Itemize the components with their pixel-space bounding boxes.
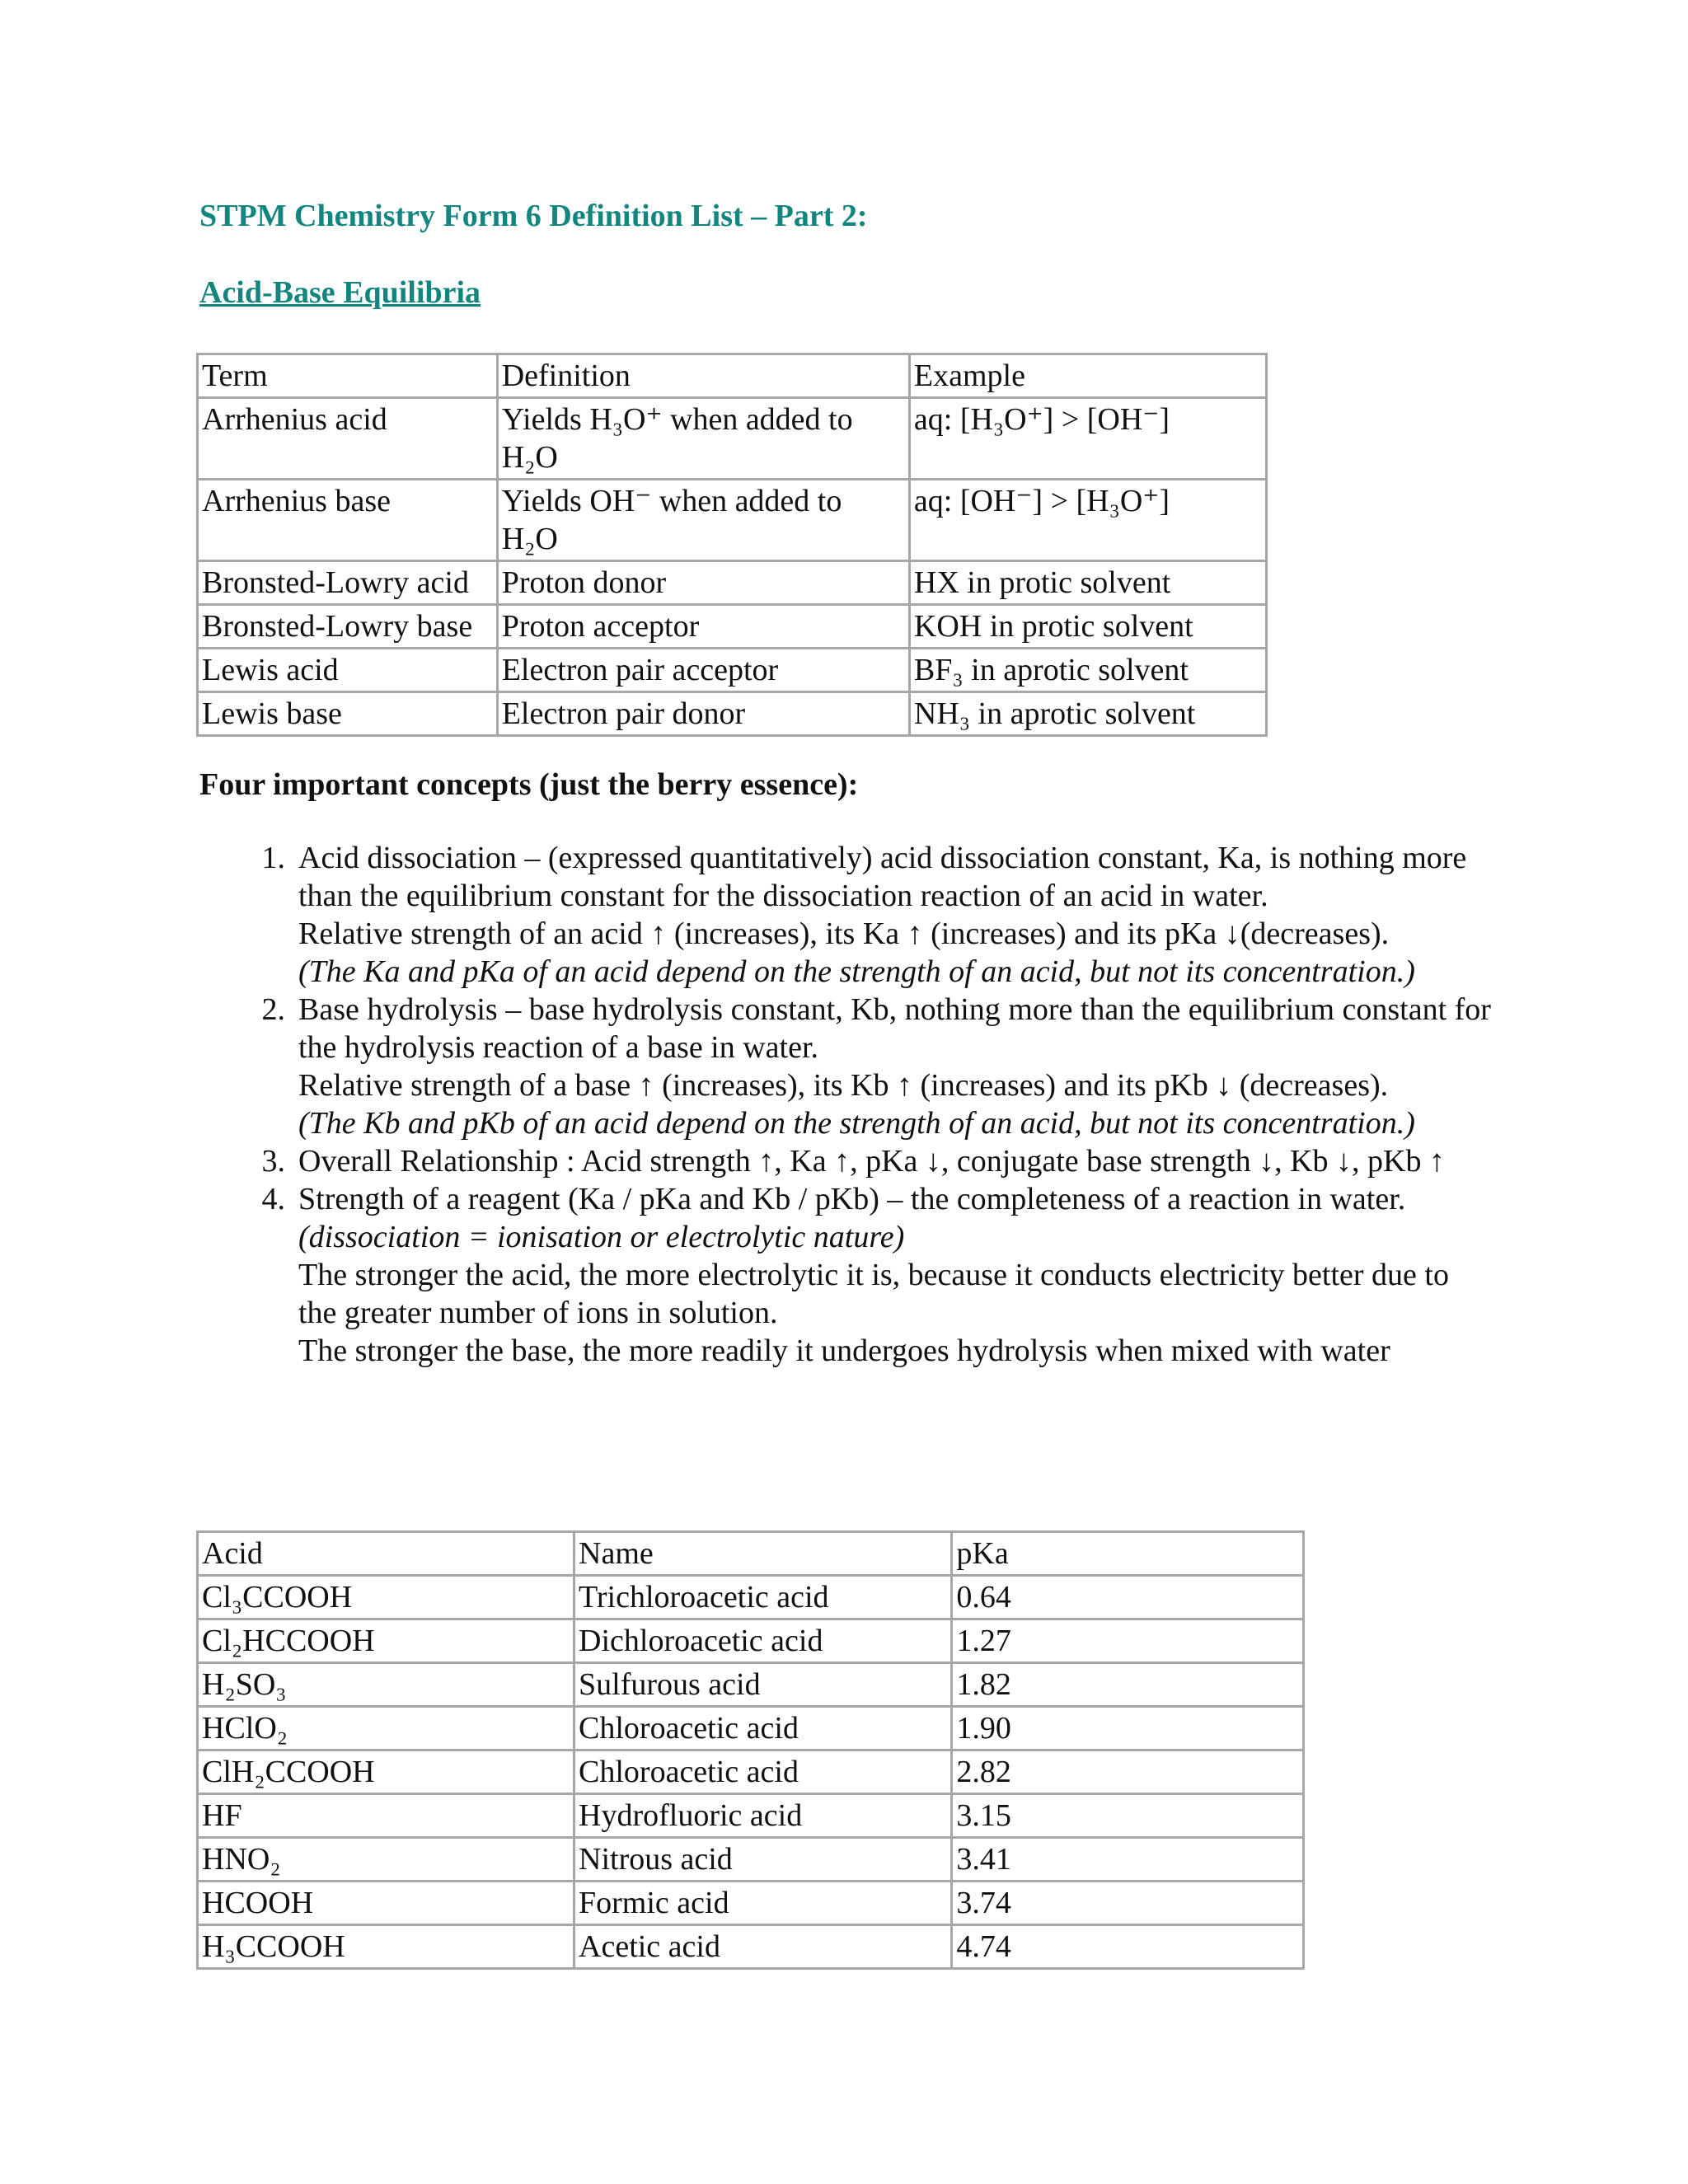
concept-note: (The Ka and pKa of an acid depend on the strength of an acid, but not its concentration.) (298, 954, 1415, 989)
acid-cell: HNO₂ (198, 1838, 574, 1882)
concepts-list (239, 839, 1492, 1370)
table-row (198, 1882, 1304, 1925)
list-item-number: 3. (261, 1144, 285, 1179)
name-cell: Formic acid (574, 1882, 952, 1925)
pka-cell: 3.74 (952, 1882, 1304, 1925)
table-row (198, 1576, 1304, 1619)
definition-cell: Electron pair acceptor (497, 649, 909, 692)
table-row (198, 1838, 1304, 1882)
acid-cell: H₂SO₃ (198, 1663, 574, 1707)
table-row (198, 649, 1267, 692)
term-cell: Bronsted-Lowry acid (198, 561, 498, 605)
name-cell: Hydrofluoric acid (574, 1794, 952, 1838)
table-header-row (198, 354, 1267, 398)
acid-cell: HF (198, 1794, 574, 1838)
table-row (198, 1663, 1304, 1707)
example-cell: NH₃ in aprotic solvent (909, 692, 1266, 736)
definition-cell: Yields H₃O⁺ when added to H₂O (497, 398, 909, 480)
list-item (239, 839, 1492, 991)
acid-cell: ClH₂CCOOH (198, 1750, 574, 1794)
document-title: STPM Chemistry Form 6 Definition List – Part 2: (199, 199, 868, 233)
term-cell: Lewis base (198, 692, 498, 736)
acid-cell: HClO₂ (198, 1707, 574, 1750)
table-row (198, 1750, 1304, 1794)
table-row (198, 605, 1267, 649)
concept-note: (The Kb and pKb of an acid depend on the strength of an acid, but not its concentration.) (298, 1106, 1415, 1141)
concept-note: (dissociation = ionisation or electrolytic nature) (298, 1220, 905, 1254)
pka-cell: 3.41 (952, 1838, 1304, 1882)
table-row (198, 398, 1267, 480)
table-header-row (198, 1532, 1304, 1576)
pka-cell: 1.82 (952, 1663, 1304, 1707)
name-cell: Acetic acid (574, 1925, 952, 1969)
concept-text: Relative strength of an acid ↑ (increases), its Ka ↑ (increases) and its pKa ↓(decreases). (298, 916, 1390, 951)
acid-cell: HCOOH (198, 1882, 574, 1925)
definition-cell: Yields OH⁻ when added to H₂O (497, 480, 909, 561)
name-cell: Chloroacetic acid (574, 1707, 952, 1750)
term-cell: Lewis acid (198, 649, 498, 692)
acids-table (196, 1530, 1305, 1970)
header-name: Name (574, 1532, 952, 1576)
definition-cell: Electron pair donor (497, 692, 909, 736)
acid-cell: H₃CCOOH (198, 1925, 574, 1969)
table-row (198, 561, 1267, 605)
terms-table (196, 353, 1268, 737)
name-cell: Chloroacetic acid (574, 1750, 952, 1794)
list-item-number: 4. (261, 1182, 285, 1216)
concept-text: Overall Relationship : Acid strength ↑, Ka ↑, pKa ↓, conjugate base strength ↓, Kb ↓, pKb ↑ (298, 1144, 1445, 1179)
concept-text: The stronger the acid, the more electrolytic it is, because it conducts electricity better due to the greater number of ions in solution. (298, 1258, 1449, 1330)
name-cell: Dichloroacetic acid (574, 1619, 952, 1663)
concept-text: Strength of a reagent (Ka / pKa and Kb / pKb) – the completeness of a reaction in water. (298, 1182, 1406, 1216)
pka-cell: 4.74 (952, 1925, 1304, 1969)
table-row (198, 692, 1267, 736)
header-term: Term (198, 354, 498, 398)
example-cell: BF₃ in aprotic solvent (909, 649, 1266, 692)
pka-cell: 3.15 (952, 1794, 1304, 1838)
example-cell: aq: [H₃O⁺] > [OH⁻] (909, 398, 1266, 480)
list-item (239, 991, 1492, 1142)
list-item-number: 1. (261, 841, 285, 875)
concept-text: Relative strength of a base ↑ (increases), its Kb ↑ (increases) and its pKb ↓ (decreases). (298, 1068, 1389, 1103)
example-cell: aq: [OH⁻] > [H₃O⁺] (909, 480, 1266, 561)
section-title: Acid-Base Equilibria (199, 275, 481, 310)
table-row (198, 480, 1267, 561)
concept-text: The stronger the base, the more readily it undergoes hydrolysis when mixed with water (298, 1333, 1390, 1368)
definition-cell: Proton acceptor (497, 605, 909, 649)
acid-cell: Cl₂HCCOOH (198, 1619, 574, 1663)
header-pka: pKa (952, 1532, 1304, 1576)
header-acid: Acid (198, 1532, 574, 1576)
term-cell: Arrhenius acid (198, 398, 498, 480)
pka-cell: 1.27 (952, 1619, 1304, 1663)
example-cell: HX in protic solvent (909, 561, 1266, 605)
acid-cell: Cl₃CCOOH (198, 1576, 574, 1619)
table-row (198, 1619, 1304, 1663)
header-definition: Definition (497, 354, 909, 398)
header-example: Example (909, 354, 1266, 398)
pka-cell: 0.64 (952, 1576, 1304, 1619)
concepts-heading: Four important concepts (just the berry essence): (199, 767, 859, 802)
name-cell: Sulfurous acid (574, 1663, 952, 1707)
definition-cell: Proton donor (497, 561, 909, 605)
pka-cell: 1.90 (952, 1707, 1304, 1750)
list-item (239, 1142, 1492, 1180)
table-row (198, 1707, 1304, 1750)
concept-text: Base hydrolysis – base hydrolysis constant, Kb, nothing more than the equilibrium constant for the hydrolysis reaction of a base in water. (298, 992, 1491, 1065)
name-cell: Trichloroacetic acid (574, 1576, 952, 1619)
name-cell: Nitrous acid (574, 1838, 952, 1882)
pka-cell: 2.82 (952, 1750, 1304, 1794)
list-item (239, 1180, 1492, 1370)
concept-text: Acid dissociation – (expressed quantitatively) acid dissociation constant, Ka, is nothing more than the equilibrium constant for the dissociation reaction of an acid in water. (298, 841, 1467, 913)
table-row (198, 1925, 1304, 1969)
table-row (198, 1794, 1304, 1838)
list-item-number: 2. (261, 992, 285, 1027)
term-cell: Arrhenius base (198, 480, 498, 561)
example-cell: KOH in protic solvent (909, 605, 1266, 649)
term-cell: Bronsted-Lowry base (198, 605, 498, 649)
